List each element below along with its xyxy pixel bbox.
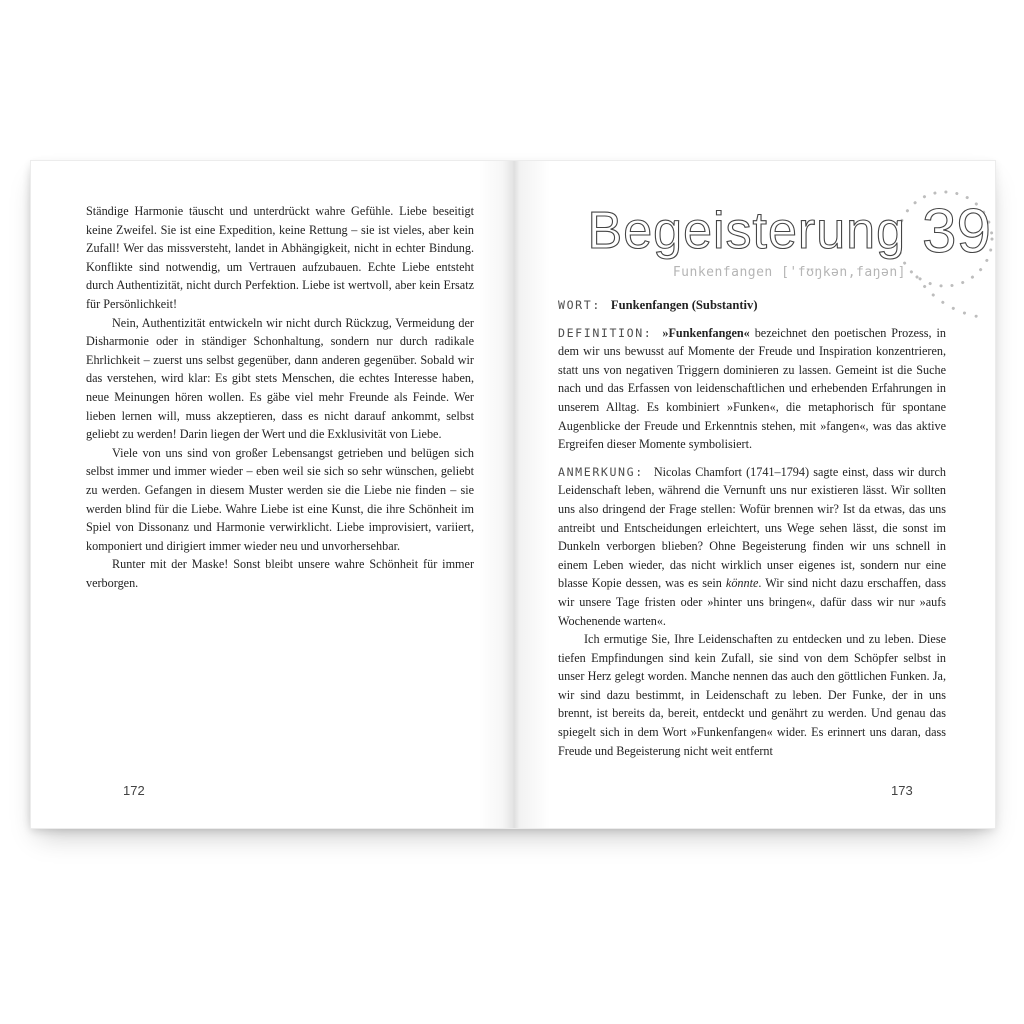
definition-paragraph: DEFINITION: »Funkenfangen« bezeichnet den poetischen Prozess, in dem wir uns bewusst auf Momente der Freude und Inspiration konzentrieren, statt uns von negativen Triggern dominieren zu lassen. Gemeint ist die Suche nach und das Erfassen von leidenschaftlichen und erhebenden Erfahrungen in unserem Alltag. Es kombiniert »Funken«, die metaphorisch für spontane Augenblicke der Freude und Erkenntnis stehen, mit »fangen«, was das aktive Ergreifen dieser Momente symbolisiert.	[558, 325, 946, 452]
anmerkung-label: ANMERKUNG:	[558, 464, 644, 479]
definition-label: DEFINITION:	[558, 325, 653, 340]
wort-label: WORT:	[558, 298, 601, 312]
word-entry-line	[558, 296, 946, 315]
left-page	[31, 161, 513, 828]
book-spread	[30, 160, 996, 829]
page-number-right: 173	[891, 783, 913, 798]
closing-paragraph: Ich ermutige Sie, Ihre Leidenschaften zu entdecken und zu leben. Diese tiefen Empfindungen sind kein Zufall, sie sind von dem Schöpfer selbst in unser Herz gelegt worden. Manche nennen das auch den göttlichen Funken. Ja, wir sind dazu bestimmt, in Leidenschaft zu leben. Der Funke, der in uns brennt, ist bereits da, bereit, entdeckt und genährt zu werden. Und genau das spiegelt sich in dem Wort »Funkenfangen« wider. Es erinnert uns daran, dass Freude und Begeisterung nicht weit entfernt	[558, 632, 946, 758]
chapter-title: Begeisterung	[587, 202, 906, 260]
chapter-subtitle: Funkenfangen ['fʊŋkən,faŋən]	[672, 265, 906, 280]
body-paragraph: Runter mit der Maske! Sonst bleibt unsere wahre Schönheit für immer verborgen.	[86, 557, 474, 590]
chapter-number: 39	[922, 197, 991, 266]
chapter-header	[587, 202, 906, 280]
dictionary-entry	[558, 296, 946, 760]
annotation-paragraph: ANMERKUNG: Nicolas Chamfort (1741–1794) sagte einst, dass wir durch Leidenschaft leben, während die Vernunft uns nur existieren lässt. Wir sollten uns also dringend der Frage stellen: Wofür brennen wir? Ist da etwas, das uns antreibt und Entscheidungen erleichtert, uns Wege sehen lässt, die sonst im Dunkeln verborgen blieben? Ohne Begeisterung finden wir uns schnell in einem Leben wieder, das nicht wirklich unser eigenes ist, sondern nur eine blasse Kopie dessen, was es sein könnte. Wir sind nicht dazu erschaffen, dass wir unsere Tage fristen oder »hinter uns bringen«, dafür dass wir nur »aufs Wochenende warten«.	[558, 464, 946, 628]
page-number-left: 172	[123, 783, 145, 798]
wort-value: Funkenfangen (Substantiv)	[610, 298, 758, 312]
body-paragraph: Viele von uns sind von großer Lebensangst getrieben und belügen sich selbst immer und immer wieder – eben weil sie sich so sehr wünschen, geliebt zu werden. Gefangen in diesem Muster werden sie die Liebe nie finden – sie werden blind für die Liebe. Wahre Liebe ist eine Kunst, die ihre Schönheit im Spiel von Dissonanz und Harmonie verwirklicht. Liebe improvisiert, variiert, komponiert und dirigiert immer wieder neu und unvorhersehbar.	[86, 445, 474, 553]
body-paragraph: Ständige Harmonie täuscht und unterdrückt wahre Gefühle. Liebe beseitigt keine Zweifel. Sie ist eine Expedition, keine Rettung – sie ist vieles, aber kein Zufall! Wer das missversteht, landet in Abhängigkeit, nicht in echter Bindung. Konflikte sind notwendig, um Vertrauen aufzubauen. Echte Liebe entsteht durch Authentizität, nicht durch Perfektion. Liebe ist wertvoll, aber kein Ersatz für Persönlichkeit!	[86, 204, 474, 311]
left-page-text	[86, 202, 474, 592]
body-paragraph: Nein, Authentizität entwickeln wir nicht durch Rückzug, Vermeidung der Disharmonie oder in ständiger Schonhaltung, sondern nur durch radikale Ehrlichkeit – zuerst uns selbst gegenüber, dann anderen gegenüber. Sobald wir das verstehen, wird klar: Es gibt stets Menschen, die echtes Interesse haben, neue Meinungen hören wollen. Es gäbe viel mehr Freunde als Feinde. Wer lieben lernen will, muss akzeptieren, dass es nicht darauf ankommt, selbst geliebt zu werden! Darin liegen der Wert und die Exklusivität von Liebe.	[86, 315, 474, 442]
right-page	[513, 161, 995, 828]
